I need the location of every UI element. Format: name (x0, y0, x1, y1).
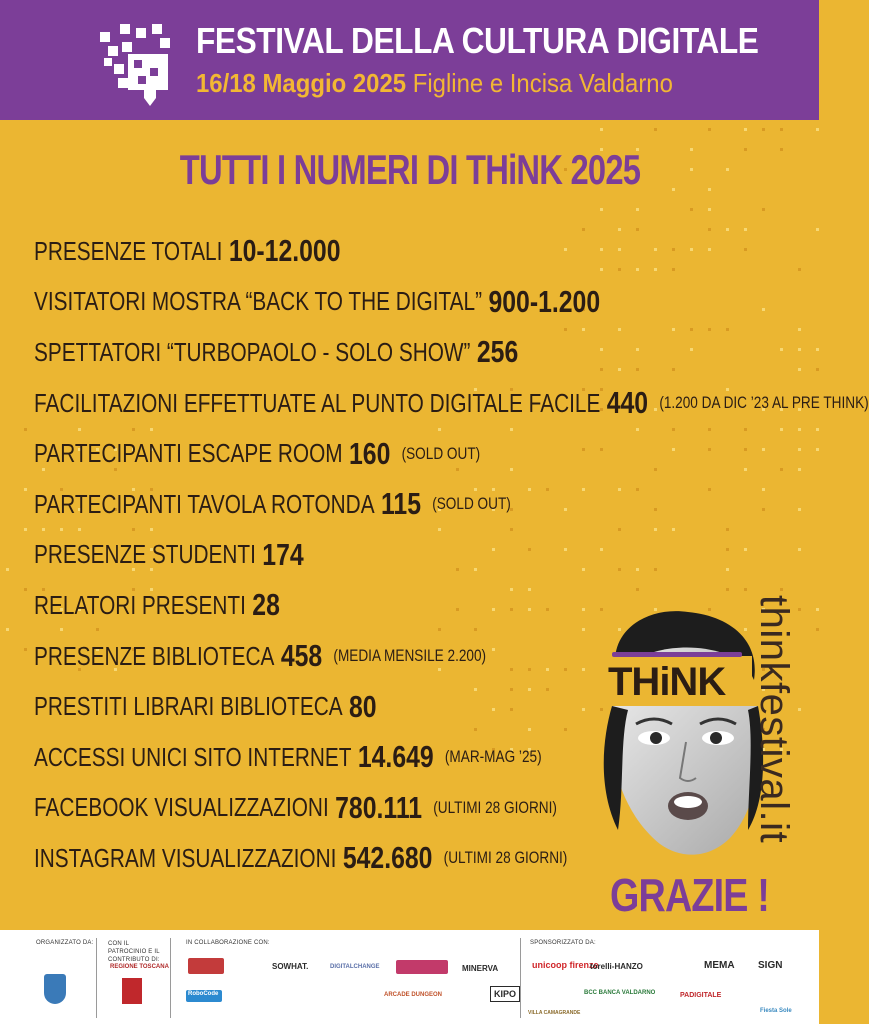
think-logo-underline (602, 650, 752, 658)
stat-row (34, 631, 658, 682)
sponsor-logo-unicoop: unicoop firenze (532, 960, 599, 970)
background-dot (816, 428, 819, 431)
collab-logo-kipo: KIPO (490, 986, 520, 1002)
background-dot (24, 648, 27, 651)
background-dot (816, 628, 819, 631)
stat-note: (ULTIMI 28 GIORNI) (433, 797, 557, 817)
background-dot (762, 208, 765, 211)
stat-label: SPETTATORI “TURBOPAOLO - SOLO SHOW” (34, 336, 471, 367)
municipality-crest-icon (44, 974, 66, 1004)
stat-row (34, 428, 658, 479)
stat-label: VISITATORI MOSTRA “BACK TO THE DIGITAL” (34, 286, 483, 317)
stat-label: PARTECIPANTI TAVOLA ROTONDA (34, 488, 375, 519)
background-dot (24, 488, 27, 491)
main-title: TUTTI I NUMERI DI THiNK 2025 (179, 146, 641, 193)
collab-logo-sowhat: SOWHAT. (272, 962, 309, 971)
festival-date-location (196, 68, 673, 99)
festival-location: Figline e Incisa Valdarno (412, 68, 673, 98)
header-banner (0, 0, 819, 120)
stat-label: ACCESSI UNICI SITO INTERNET (34, 741, 352, 772)
collab-logo-digitalchange: DIGITALCHANGE (330, 964, 380, 970)
background-dot (708, 128, 711, 131)
collab-logo-minerva: MINERVA (462, 964, 499, 973)
stat-note: (1.200 DA DIC ’23 AL PRE THINK) (659, 393, 869, 413)
background-dot (816, 608, 819, 611)
sponsored-by-caption: SPONSORIZZATO DA: (530, 940, 596, 946)
collab-logo-robocode: RoboCode (188, 991, 219, 997)
background-dot (24, 528, 27, 531)
stat-note: (SOLD OUT) (432, 494, 511, 514)
background-dot (6, 628, 9, 631)
festival-pixel-logo-icon (100, 24, 172, 106)
stat-note: (ULTIMI 28 GIORNI) (443, 848, 568, 868)
stat-row (34, 732, 658, 783)
background-dot (816, 228, 819, 231)
stat-row (34, 226, 658, 277)
sponsor-logo-fiesta: Fiesta Sole (760, 1008, 792, 1014)
sponsor-logo-bcc: BCC BANCA VALDARNO (584, 990, 656, 996)
background-dot (780, 148, 783, 151)
website-url-text[interactable]: thinkfestival.it (752, 595, 796, 844)
stat-row (34, 783, 658, 834)
sponsor-logo-torelli: torelli-HANZO (590, 962, 643, 971)
background-dot (780, 128, 783, 131)
stat-row (34, 580, 658, 631)
stat-label: PARTECIPANTI ESCAPE ROOM (34, 438, 343, 469)
background-dot (654, 128, 657, 131)
website-url-vertical[interactable] (740, 595, 800, 855)
stat-note: (SOLD OUT) (401, 443, 481, 463)
collab-logo-badge (188, 958, 224, 974)
stat-value: 440 (606, 385, 649, 421)
stat-value: 542.680 (342, 840, 433, 876)
sponsor-logo-padigitale: PADIGITALE (680, 992, 722, 999)
footer-divider (96, 938, 97, 1018)
stat-row (34, 833, 658, 884)
think-logo (602, 656, 752, 706)
festival-date: 16/18 Maggio 2025 (196, 68, 407, 98)
background-dot (600, 208, 603, 211)
background-dot (816, 128, 819, 131)
background-dot (816, 368, 819, 371)
footer-divider (170, 938, 171, 1018)
stat-row (34, 378, 869, 429)
stat-label: RELATORI PRESENTI (34, 589, 246, 620)
background-dot (600, 128, 603, 131)
stat-label: PRESENZE TOTALI (34, 235, 223, 266)
background-dot (24, 588, 27, 591)
stat-row (34, 681, 658, 732)
stat-row (34, 479, 658, 530)
festival-title: FESTIVAL DELLA CULTURA DIGITALE (196, 20, 759, 61)
background-dot (744, 128, 747, 131)
think-logo-text: THiNK (608, 660, 726, 704)
background-dot (24, 428, 27, 431)
background-dot (636, 208, 639, 211)
stat-row (34, 327, 658, 378)
stat-value: 28 (252, 587, 280, 623)
region-flag-icon (122, 978, 142, 1004)
stat-label: PRESENZE BIBLIOTECA (34, 640, 275, 671)
background-dot (690, 208, 693, 211)
stat-label: FACEBOOK VISUALIZZAZIONI (34, 792, 329, 823)
region-logo-text: REGIONE TOSCANA (110, 964, 169, 970)
patronage-caption: CON IL PATROCINIO E IL CONTRIBUTO DI: (108, 941, 160, 963)
stat-label: FACILITAZIONI EFFETTUATE AL PUNTO DIGITALE FACILE (34, 387, 601, 418)
stat-value: 14.649 (357, 739, 434, 775)
background-dot (816, 348, 819, 351)
footer-divider (520, 938, 521, 1018)
stat-label: PRESTITI LIBRARI BIBLIOTECA (34, 691, 343, 722)
stat-note: (MAR-MAG ’25) (444, 747, 542, 767)
sponsor-logo-mema: MEMA (704, 960, 735, 971)
stat-value: 256 (476, 334, 519, 370)
stat-value: 458 (280, 638, 323, 674)
stat-value: 160 (348, 435, 391, 471)
stat-value: 174 (262, 536, 304, 572)
sponsor-logo-sign: SIGN (758, 960, 783, 971)
stat-label: INSTAGRAM VISUALIZZAZIONI (34, 842, 337, 873)
sponsor-logo-villa: VILLA CAMAGRANDE (528, 1010, 581, 1016)
stat-note: (MEDIA MENSILE 2.200) (333, 646, 487, 666)
stat-value: 80 (349, 688, 377, 724)
collaboration-caption: IN COLLABORAZIONE CON: (186, 940, 270, 946)
stat-value: 10-12.000 (228, 233, 341, 269)
organized-by-caption: ORGANIZZATO DA: (36, 940, 94, 946)
background-dot (762, 128, 765, 131)
background-dot (816, 448, 819, 451)
thanks-text: GRAZIE ! (610, 869, 769, 921)
stat-value: 900-1.200 (488, 283, 601, 319)
sponsor-footer (0, 930, 819, 1024)
stat-label: PRESENZE STUDENTI (34, 539, 256, 570)
stat-value: 115 (380, 486, 421, 522)
collab-logo-arcade: ARCADE DUNGEON (384, 992, 443, 998)
background-dot (6, 568, 9, 571)
stat-row (34, 277, 658, 328)
stat-value: 780.111 (335, 789, 423, 825)
collab-logo-colored (396, 960, 448, 974)
stat-row (34, 530, 658, 581)
background-dot (708, 208, 711, 211)
